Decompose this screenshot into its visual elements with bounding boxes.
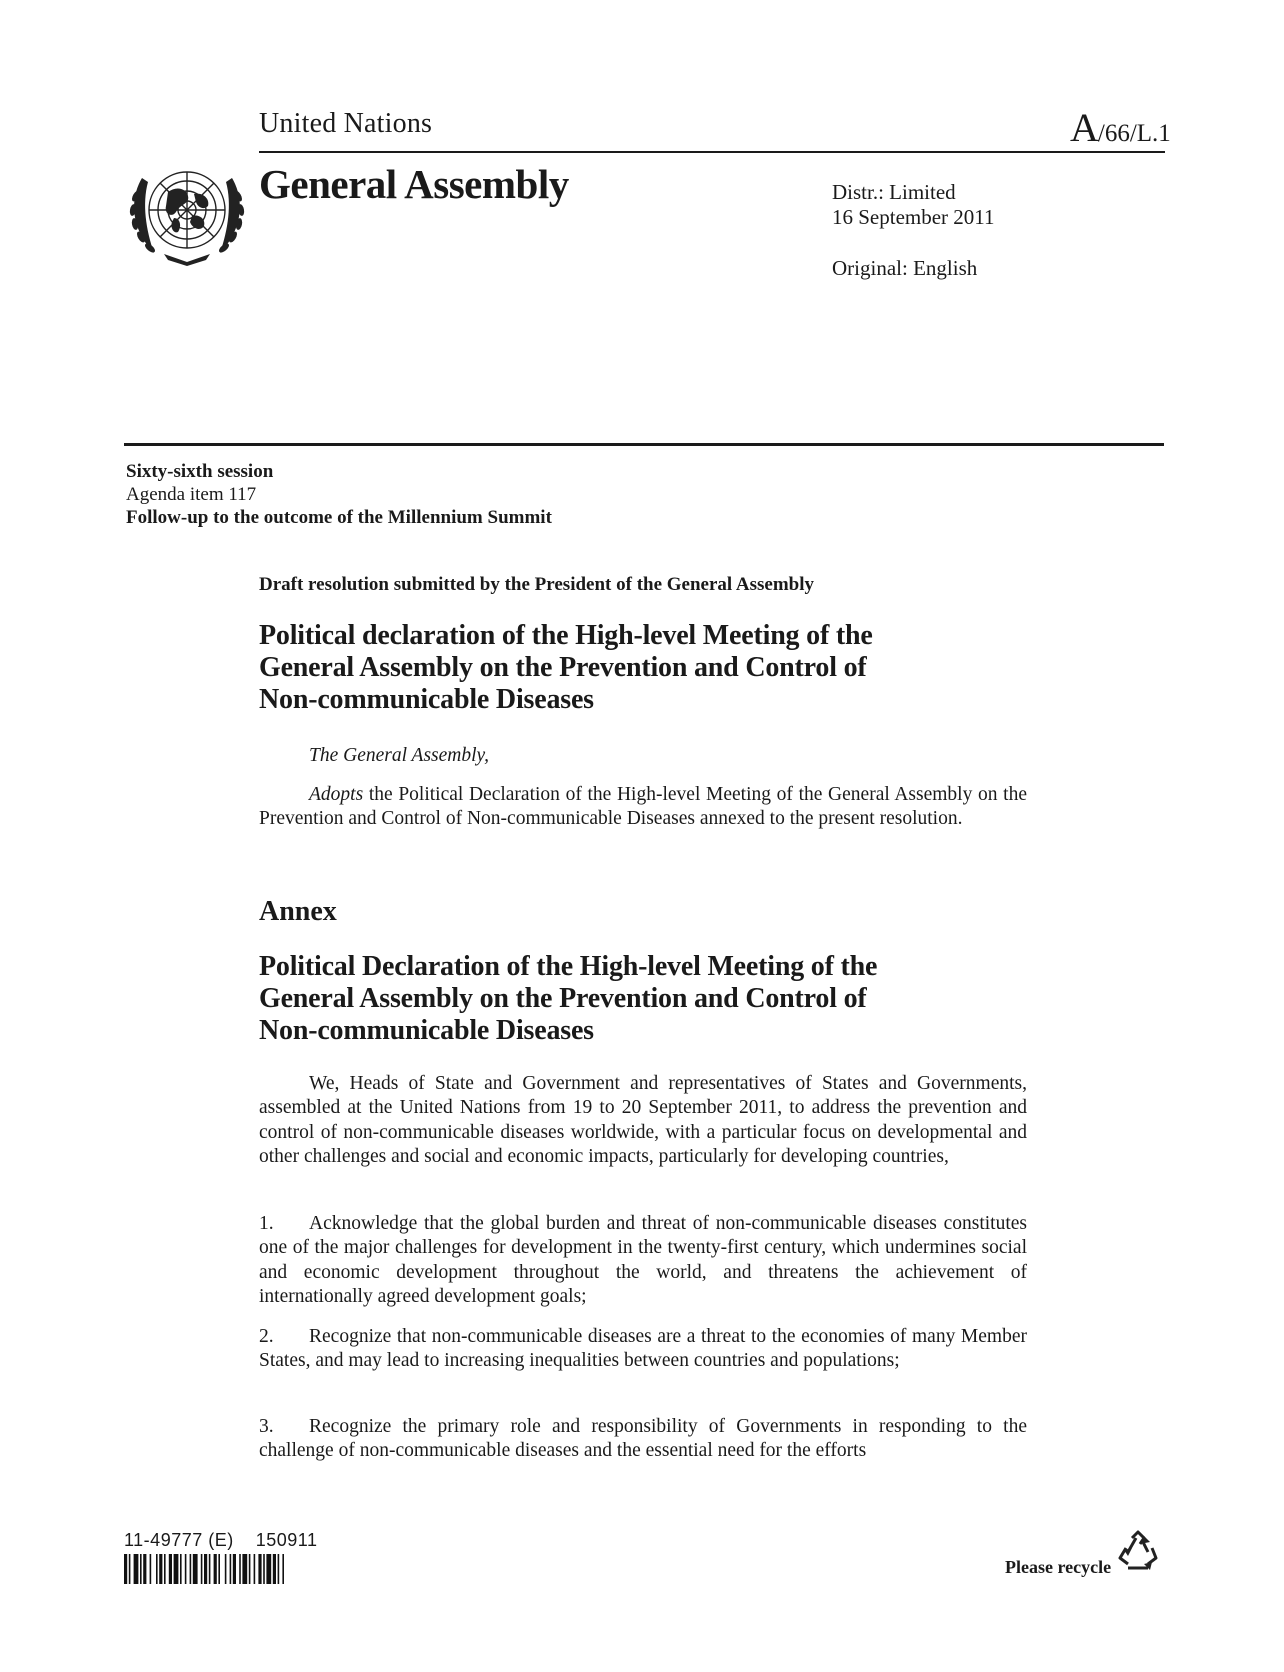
numbered-paragraph	[259, 1212, 1027, 1309]
barcode-bar	[150, 1554, 152, 1584]
barcode-bar	[143, 1554, 146, 1584]
barcode-bar	[140, 1554, 142, 1584]
barcode-bar	[230, 1554, 232, 1584]
barcode-bar	[201, 1554, 203, 1584]
un-emblem-icon	[124, 158, 250, 268]
resolution-title-line: Political declaration of the High-level Meeting of the	[259, 620, 873, 651]
document-symbol	[1070, 104, 1171, 151]
barcode-bar	[169, 1554, 172, 1584]
session-rule	[124, 443, 1164, 446]
barcode-bar	[242, 1554, 247, 1584]
barcode-bar	[209, 1554, 211, 1584]
paragraph-text: Acknowledge that the global burden and threat of non-communicable diseases constitutes one of the major challenges for development in the twenty-first century, which undermines social and economic development throughout the world, and threatens the achievement of internationally agreed development goals;	[259, 1213, 1027, 1307]
barcode-bar	[193, 1554, 198, 1584]
paragraph-number: 2.	[259, 1326, 274, 1347]
barcode-bar	[185, 1554, 187, 1584]
recycle-label: Please recycle	[1005, 1557, 1112, 1577]
resolution-title	[259, 620, 1027, 716]
adopts-text: the Political Declaration of the High-level Meeting of the General Assembly on the Prevention and Control of Non-communicable Diseases annexed to the present resolution.	[259, 784, 1027, 830]
barcode-bar	[239, 1554, 241, 1584]
session-title: Sixty-sixth session	[126, 461, 274, 482]
adopts-word: Adopts	[309, 784, 364, 805]
barcode-icon	[124, 1554, 338, 1584]
barcode-bar	[164, 1554, 166, 1584]
barcode-bar	[204, 1554, 207, 1584]
paragraph-number: 1.	[259, 1213, 274, 1234]
resolution-title-line: Non-communicable Diseases	[259, 684, 594, 715]
paragraph-number: 3.	[259, 1416, 274, 1437]
recycle-icon	[1114, 1530, 1162, 1574]
annex-title-line: Non-communicable Diseases	[259, 1015, 594, 1046]
paragraph-text: Recognize that non-communicable diseases are a threat to the economies of many Member States, and may lead to increasing inequalities between countries and populations;	[259, 1326, 1027, 1372]
barcode-bar	[156, 1554, 158, 1584]
barcode-bar	[254, 1554, 256, 1584]
annex-label: Annex	[259, 896, 337, 927]
annex-title-line: General Assembly on the Prevention and Control of	[259, 983, 867, 1014]
agenda-item: Agenda item 117	[126, 484, 257, 505]
submitted-by: Draft resolution submitted by the President of the General Assembly	[259, 574, 815, 595]
barcode-bar	[258, 1554, 261, 1584]
barcode-bar	[278, 1554, 280, 1584]
barcode-bar	[129, 1554, 131, 1584]
original-language: Original: English	[832, 256, 978, 280]
barcode-bar	[134, 1554, 139, 1584]
barcode-bar	[266, 1554, 271, 1584]
symbol-prefix: A	[1070, 105, 1098, 150]
paragraph-text: Recognize the primary role and responsibility of Governments in responding to the challenge of non-communicable diseases and the essential need for the efforts	[259, 1416, 1027, 1462]
numbered-paragraph	[259, 1325, 1027, 1374]
document-date: 16 September 2011	[832, 205, 995, 229]
adopts-paragraph	[259, 783, 1027, 832]
barcode-bar	[174, 1554, 179, 1584]
barcode-bar	[190, 1554, 192, 1584]
session-block	[126, 460, 552, 529]
annex-title-line: Political Declaration of the High-level Meeting of the	[259, 951, 878, 982]
intro-paragraph: We, Heads of State and Government and representatives of States and Governments, assembled at the United Nations from 19 to 20 September 2011, to address the prevention and control of non-communicable diseases worldwide, with a particular focus on developmental and other challenges and social and economic impacts, particularly for developing countries,	[259, 1073, 1027, 1167]
organization-name: United Nations	[259, 108, 433, 139]
distribution: Distr.: Limited	[832, 180, 956, 204]
barcode-bar	[263, 1554, 265, 1584]
barcode-bar	[225, 1554, 227, 1584]
barcode-bar	[233, 1554, 236, 1584]
barcode-bar	[273, 1554, 276, 1584]
barcode-bar	[282, 1554, 284, 1584]
barcode-bar	[159, 1554, 162, 1584]
body-title: General Assembly	[259, 161, 569, 207]
resolution-title-line: General Assembly on the Prevention and Control of	[259, 652, 867, 683]
document-number: 11-49777 (E) 150911	[124, 1530, 318, 1550]
agenda-title: Follow-up to the outcome of the Millennium Summit	[126, 507, 552, 528]
symbol-suffix: /66/L.1	[1097, 120, 1171, 147]
header-rule	[259, 151, 1165, 153]
barcode-bar	[180, 1554, 182, 1584]
barcode-bar	[249, 1554, 251, 1584]
numbered-paragraph	[259, 1415, 1027, 1464]
opening-phrase: The General Assembly,	[309, 745, 489, 766]
annex-title	[259, 951, 1027, 1047]
distribution-block	[832, 180, 995, 230]
barcode-bar	[218, 1554, 220, 1584]
barcode-bar	[214, 1554, 217, 1584]
barcode-bar	[124, 1554, 127, 1584]
